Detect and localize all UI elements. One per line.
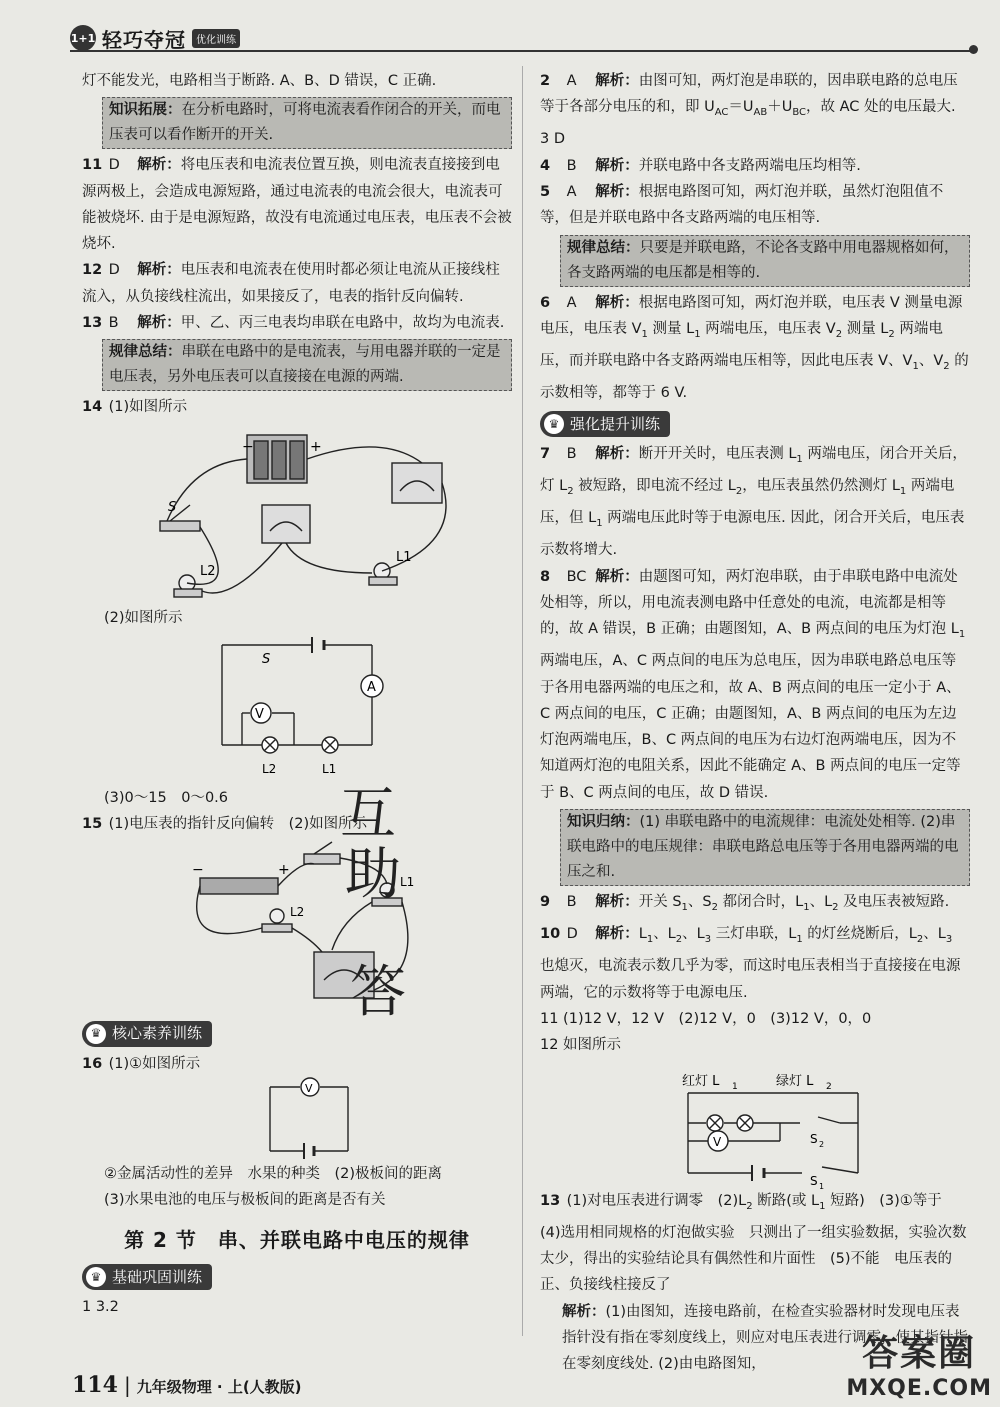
circuit-diagram-figure [82,633,512,783]
green-light-subscript: 2 [826,1081,832,1092]
answer-text: (1)①如图所示 [108,1055,201,1072]
watermark-url: MXQE.COM [846,1376,992,1401]
crown-icon: ♛ [544,414,564,434]
question-number: 10 [540,926,561,943]
answer-choice: B [108,315,119,332]
section-banner [82,1021,212,1047]
question-number: 15 [82,816,103,833]
circuit-photo-figure-15 [82,840,512,1015]
switch-label: S [168,499,177,515]
book-title: 九年级物理 · 上(人教版) [136,1378,302,1396]
answer-15 [82,811,512,837]
answer-text: ②金属活动性的差异 水果的种类 (2)极板间的距离 [104,1165,443,1182]
tip-box [102,339,512,391]
answer-choice: B [566,894,577,911]
header-dot-icon [969,45,978,54]
footer-separator: | [123,1373,131,1397]
answer-10 [540,921,970,1006]
section-banner [82,1264,212,1290]
analysis-label: 解析： [595,73,639,89]
tip-label: 规律总结： [567,239,640,256]
analysis-label: 解析： [595,926,639,943]
watermark-top: 答案圈 [862,1333,977,1374]
tip-label: 规律总结： [109,344,182,361]
tip-text: 串联在电路中的是电流表，与用电器并联的一定是电压表，另外电压表可以直接接在电源的两端. [109,344,501,386]
answer-text: (3)水果电池的电压与极板间的距离是否有关 [104,1192,386,1209]
tip-text: 在分析电路时，可将电流表看作闭合的开关，而电压表可以看作断开的开关. [109,102,501,144]
question-number: 16 [82,1055,103,1072]
tip-box [102,97,512,149]
analysis-label: 解析： [137,157,181,174]
answer-11-right: 11 (1)12 V，12 V (2)12 V，0 (3)12 V，0，0 [540,1011,872,1028]
plus-label: + [278,861,290,878]
answer-choice: A [566,294,577,311]
question-number: 13 [82,315,103,332]
question-number: 12 [82,262,103,279]
question-number: 6 [540,294,551,311]
tip-label: 知识拓展： [109,102,182,119]
answer-choice: D [108,262,120,279]
analysis-text: 根据电路图可知，两灯泡并联，电压表 V 测量电源电压，电压表 $V_1$ 测量 $L_1$ 两端电压，电压表 $V_2$ 测量 $L_2$ 两端电压，而并联电路中各支路两端电压相等，因此电压表 V、$V_1$、$V_2$ 的示数相等，都等于 6 V. [540,294,969,402]
answer-4 [540,153,970,179]
analysis-label: 解析： [595,445,639,462]
answer-choice: D [566,926,578,943]
handwriting-char: 助 [345,842,401,907]
analysis-label: 解析： [137,262,181,279]
analysis-text: $L_1$、$L_2$、$L_3$ 三灯串联，$L_1$ 的灯丝烧断后，$L_2$、$L_3$ 也熄灭，电流表示数几乎为零，而这时电压表相当于直接接在电源两端，它的示数将等于电源电压. [540,926,961,1001]
answer-choice: B [566,445,577,462]
analysis-text: 将电压表和电流表位置互换，则电流表直接接到电源两极上，会造成电源短路，通过电流表的电流会很大，电流表可能被烧坏. 由于是电源短路，故没有电流通过电压表，电压表不会被烧坏. [82,157,512,253]
bulb-l2-label: L2 [290,904,305,919]
switch-s1-subscript: 1 [819,1181,825,1191]
answer-11 [82,152,512,257]
answer-5 [540,179,970,232]
tip-box [560,809,970,886]
question-number: 14 [82,399,103,416]
crown-icon: ♛ [86,1267,106,1287]
answer-12-right: 12 如图所示 [540,1037,622,1054]
question-number: 7 [540,445,551,462]
banner-label: 基础巩固训练 [112,1267,203,1286]
page-footer [72,1372,302,1398]
analysis-label: 解析： [595,294,639,311]
answer-text: (1)电压表的指针反向偏转 (2)如图所示 [108,816,368,833]
tip-label: 知识归纳： [567,814,640,831]
red-light-subscript: 1 [732,1081,738,1092]
switch-s2-subscript: 2 [819,1139,825,1149]
answer-choice: A [566,73,577,89]
plus-label: + [310,438,322,455]
analysis-label: 解析： [595,184,639,201]
answer-continuation: 灯不能发光，电路相当于断路. A、B、D 错误，C 正确. [82,73,437,89]
answer-3: 3 D [540,131,565,148]
question-number: 5 [540,184,551,201]
bulb-l2-label: L2 [262,761,277,776]
answer-text: (3)0～15 0～0.6 [104,789,229,806]
voltmeter-label: V [305,1081,313,1095]
question-number: 2 [540,73,551,89]
analysis-text: 开关 $S_1$、$S_2$ 都闭合时，$L_1$、$L_2$ 及电压表被短路. [638,894,950,913]
voltmeter-label: V [255,706,264,722]
analysis-text: 并联电路中各支路两端电压均相等. [638,157,861,174]
brand-name: 轻巧夺冠 [102,27,186,52]
section-title: 第 2 节 串、并联电路中电压的规律 [124,1228,470,1253]
analysis-text: 由图可知，两灯泡是串联的，因串联电路的总电压等于各部分电压的和，即 $U_{AC}=U_{AB}+U_{BC}$，故 AC 处的电压最大. [540,73,958,119]
answer-8 [540,564,970,807]
question-number: 4 [540,157,551,174]
left-column [82,68,512,1320]
switch-s2-label: S [810,1131,818,1146]
analysis-label: 解析： [595,157,639,174]
green-light-label: 绿灯 L [776,1073,814,1089]
switch-s1-label: S [810,1173,818,1188]
logo-icon: 1+1 [70,25,96,51]
answer-13-right [540,1188,970,1299]
answer-9 [540,889,970,921]
answer-2 [540,68,970,126]
column-divider [522,66,523,1336]
banner-label: 强化提升训练 [570,414,661,433]
answer-text: (1)对电压表进行调零 $(2)L_2$ 断路(或 $L_1$ 短路) (3)①等于 (4)选用相同规格的灯泡做实验 只测出了一组实验数据，实验次数太少，得出的实验结论具有偶然性和片面性 (5)不能 电压表的正、负接线柱接反了 [540,1192,967,1294]
answer-13 [82,310,512,336]
analysis-text: (1)由图知，连接电路前，在检查实验器材时发现电压表指针没有指在零刻度线上，则应对电压表进行调零，使其指针指在零刻度线处. (2)由电路图知， [562,1303,968,1373]
red-light-label: 红灯 L [682,1073,720,1089]
banner-label: 核心素养训练 [112,1024,203,1043]
handwriting-char: 互 [340,782,396,847]
tip-text: (1) 串联电路中的电流规律：电流处处相等. (2)串联电路中的电压规律：串联电路总电压等于各用电器两端的电压之和. [567,814,959,881]
analysis-label: 解析： [562,1303,606,1320]
minus-label: − [192,861,204,878]
fruit-battery-figure [82,1079,512,1159]
page-number: 114 [72,1372,118,1398]
analysis-text: 由题图可知，两灯泡串联，由于串联电路中电流处处相等，所以，用电流表测电路中任意处的电流，电流都是相等的，故 A 错误，B 正确；由题图知，A、B 两点间的电压为灯泡 $L_1$ 两端电压，A、C 两点间的电压为总电压，因为串联电路总电压等于各用电器两端的电压之和，故 A、B 两点间的电压一定小于 A、C 两点间的电压，C 正确；由题图知，A、B 两点间的电压为左边灯泡两端电压，B、C 两点间的电压为右边灯泡两端电压，因为不知道两灯泡的电阻关系，因此不能确定 A、B 两点间的电压一定等于 B、C 两点间的电压，故 D 错误. [540,568,966,801]
handwriting-char: 答 [350,960,406,1025]
section-banner [540,411,670,437]
bulb-l1-label: L1 [400,874,415,889]
minus-label: − [242,438,254,455]
traffic-light-circuit-figure [540,1061,970,1191]
answer-7 [540,441,970,564]
tip-box [560,235,970,287]
analysis-text: 根据电路图可知，两灯泡并联，虽然灯泡阻值不等，但是并联电路中各支路两端的电压相等. [540,184,944,227]
question-number: 9 [540,894,551,911]
answer-14 [82,394,512,420]
analysis-label: 解析： [595,568,639,585]
bulb-l1-label: L1 [396,549,412,565]
ammeter-label: A [367,679,376,695]
bulb-l2-label: L2 [200,563,216,579]
answer-6 [540,290,970,407]
analysis-text: 甲、乙、丙三电表均串联在电路中，故均为电流表. [180,315,505,332]
analysis-text: 电压表和电流表在使用时都必须让电流从正接线柱流入，从负接线柱流出，如果接反了，电表的指针反向偏转. [82,262,500,305]
watermark [846,1325,992,1401]
header-rule [70,50,974,52]
answer-1: 1 3.2 [82,1298,119,1315]
answer-choice: D [108,157,120,174]
answer-text: (2)如图所示 [104,609,183,626]
analysis-text: 断开开关时，电压表测 $L_1$ 两端电压，闭合开关后，灯 $L_2$ 被短路，即电流不经过 $L_2$，电压表虽然仍然测灯 $L_1$ 两端电压，但 $L_1$ 两端电压此时等于电源电压. 因此，闭合开关后，电压表示数将增大. [540,445,967,559]
answer-choice: BC [566,568,587,585]
answer-16 [82,1051,512,1077]
question-number: 11 [82,157,103,174]
tip-text: 只要是并联电路，不论各支路中用电器规格如何，各支路两端的电压都是相等的. [567,239,959,281]
analysis-label: 解析： [137,315,181,332]
answer-text: (1)如图所示 [108,399,188,416]
right-column [540,68,970,1378]
answer-choice: B [566,157,577,174]
brand-tag: 优化训练 [192,29,240,48]
switch-label: S [262,651,271,667]
analysis-label: 解析： [595,894,639,911]
voltmeter-label: V [713,1134,722,1149]
question-number: 13 [540,1192,561,1209]
answer-12 [82,257,512,310]
question-number: 8 [540,568,551,585]
bulb-l1-label: L1 [322,761,337,776]
crown-icon: ♛ [86,1024,106,1044]
circuit-photo-figure [82,423,512,603]
answer-choice: A [566,184,577,201]
